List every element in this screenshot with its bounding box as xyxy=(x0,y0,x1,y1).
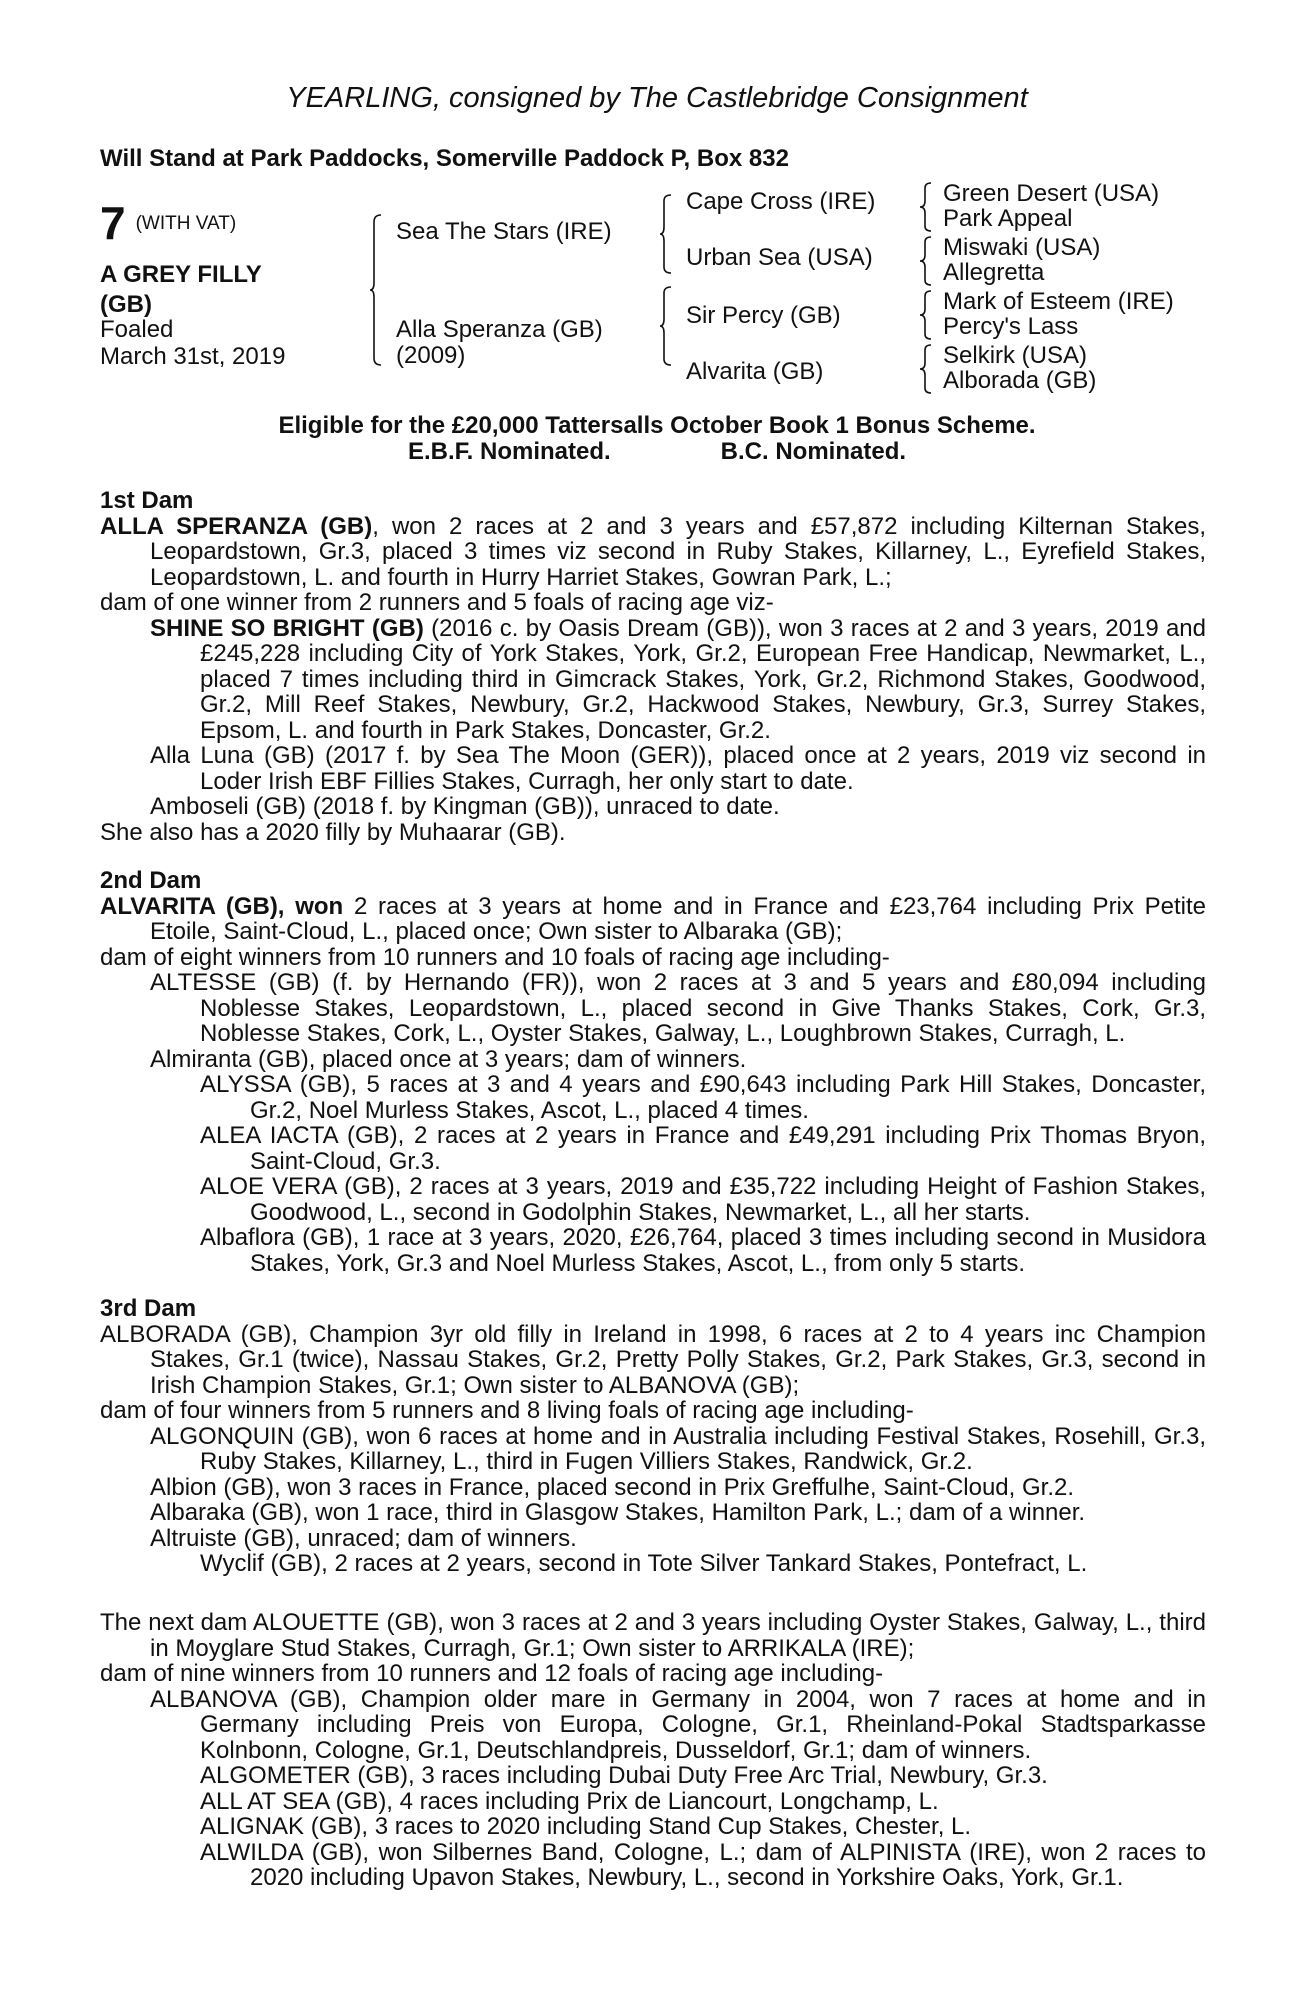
bc-nominated: B.C. Nominated. xyxy=(720,438,907,465)
first-dam-record: ALLA SPERANZA (GB), won 2 races at 2 and 3 years and £57,872 including Kilternan Stakes, Leopardstown, Gr.3, placed 3 times viz second in Ruby Stakes, Killarney, L., Eyrefield Stakes, Leopardstown, L. and fourth in Hurry Harriet Stakes, Gowran Park, L.; xyxy=(100,512,1207,591)
gg3: Miswaki (USA) xyxy=(943,234,1101,261)
gg5: Mark of Esteem (IRE) xyxy=(943,288,1174,315)
alwilda: ALWILDA (GB), won Silbernes Band, Cologne, L.; dam of ALPINISTA (IRE), won 2 races to 2020 including Upavon Stakes, Newbury, L., second in Yorkshire Oaks, York, Gr.1. xyxy=(200,1838,1206,1891)
lot-number: 7 xyxy=(100,197,126,249)
also-foal: She also has a 2020 filly by Muhaarar (GB). xyxy=(100,818,566,846)
stand-location: Will Stand at Park Paddocks, Somerville Paddock P, Box 832 xyxy=(100,145,789,172)
foaled-date: March 31st, 2019 xyxy=(100,343,286,370)
next-dam-section xyxy=(100,1610,1206,1891)
nominations xyxy=(0,438,1314,466)
albanova: ALBANOVA (GB), Champion older mare in Germany in 2004, won 7 races at home and in Germany including Preis von Europa, Cologne, Gr.1, Rheinland-Pokal Stadtsparkasse Kolnbonn, Cologne, Gr.1, Deutschlandpreis, Dusseldorf, Gr.1; dam of winners. xyxy=(150,1685,1206,1764)
first-dam-heading: 1st Dam xyxy=(100,487,194,514)
bracket-g2 xyxy=(920,236,932,286)
alouette: The next dam ALOUETTE (GB), won 3 races at 2 and 3 years including Oyster Stakes, Galway, L., third in Moyglare Stud Stakes, Curragh, Gr.1; Own sister to ARRIKALA (IRE); xyxy=(100,1609,1206,1662)
third-dam-section xyxy=(100,1296,1206,1577)
bonus-scheme: Eligible for the £20,000 Tattersalls October Book 1 Bonus Scheme. xyxy=(278,412,1036,439)
third-dam-heading: 3rd Dam xyxy=(100,1295,197,1322)
sire-dam: Urban Sea (USA) xyxy=(686,244,873,271)
ebf-nominated: E.B.F. Nominated. xyxy=(407,438,611,465)
bracket-g1 xyxy=(920,182,932,232)
gg4: Allegretta xyxy=(943,259,1045,286)
alignak: ALIGNAK (GB), 3 races to 2020 including Stand Cup Stakes, Chester, L. xyxy=(200,1813,972,1840)
albaraka: Albaraka (GB), won 1 race, third in Glasgow Stakes, Hamilton Park, L.; dam of a winner. xyxy=(150,1499,1086,1526)
description-line1: A GREY FILLY xyxy=(100,261,262,288)
gg1: Green Desert (USA) xyxy=(943,180,1160,207)
algonquin: ALGONQUIN (GB), won 6 races at home and in Australia including Festival Stakes, Rosehill, Gr.3, Ruby Stakes, Killarney, L., third in Fugen Villiers Stakes, Randwick, Gr.2. xyxy=(150,1422,1206,1475)
sire-sire: Cape Cross (IRE) xyxy=(686,188,876,215)
amboseli: Amboseli (GB) (2018 f. by Kingman (GB)), unraced to date. xyxy=(150,793,780,820)
algometer: ALGOMETER (GB), 3 races including Dubai Duty Free Arc Trial, Newbury, Gr.3. xyxy=(200,1762,1048,1789)
gg7: Selkirk (USA) xyxy=(943,342,1088,369)
alea-iacta: ALEA IACTA (GB), 2 races at 2 years in France and £49,291 including Prix Thomas Bryon, Saint-Cloud, Gr.3. xyxy=(200,1122,1206,1175)
alyssa: ALYSSA (GB), 5 races at 3 and 4 years and £90,643 including Park Hill Stakes, Doncaster, Gr.2, Noel Murless Stakes, Ascot, L., placed 4 times. xyxy=(200,1071,1206,1124)
wyclif: Wyclif (GB), 2 races at 2 years, second in Tote Silver Tankard Stakes, Pontefract, L. xyxy=(200,1550,1088,1577)
sire-bracket xyxy=(660,194,672,274)
pedigree-bracket-main xyxy=(370,214,382,366)
almiranta: Almiranta (GB), placed once at 3 years; dam of winners. xyxy=(150,1045,747,1073)
sire: Sea The Stars (IRE) xyxy=(396,218,612,245)
second-dam-heading: 2nd Dam xyxy=(100,867,202,894)
alborada: ALBORADA (GB), Champion 3yr old filly in Ireland in 1998, 6 races at 2 to 4 years inc Champion Stakes, Gr.1 (twice), Nassau Stakes, Gr.2, Pretty Polly Stakes, Gr.2, Park Stakes, Gr.3, second in Irish Champion Stakes, Gr.1; Own sister to ALBANOVA (GB); xyxy=(100,1320,1206,1399)
third-dam-produce: dam of four winners from 5 runners and 8 living foals of racing age including- xyxy=(100,1397,914,1424)
albion: Albion (GB), won 3 races in France, placed second in Prix Greffulhe, Saint-Cloud, Gr.2. xyxy=(150,1473,1074,1501)
gg8: Alborada (GB) xyxy=(943,367,1097,394)
altruiste: Altruiste (GB), unraced; dam of winners. xyxy=(150,1524,577,1552)
foaled-info xyxy=(100,316,285,370)
first-dam-produce: dam of one winner from 2 runners and 5 foals of racing age viz- xyxy=(100,589,774,616)
first-dam-name: ALLA SPERANZA (GB) xyxy=(100,512,373,540)
all-at-sea: ALL AT SEA (GB), 4 races including Prix de Liancourt, Longchamp, L. xyxy=(200,1787,939,1815)
second-dam-section xyxy=(100,868,1206,1276)
second-dam-text: 2 races at 3 years at home and in France and £23,764 including Prix Petite Etoile, Saint-Cloud, L., placed once; Own sister to Albaraka (GB); xyxy=(150,892,1206,945)
dam-dam: Alvarita (GB) xyxy=(686,358,824,385)
albaflora: Albaflora (GB), 1 race at 3 years, 2020, £26,764, placed 3 times including second in Musidora Stakes, York, Gr.3 and Noel Murless Stakes, Ascot, L., from only 5 starts. xyxy=(200,1224,1206,1277)
dam-sire: Sir Percy (GB) xyxy=(686,302,841,329)
bracket-g3 xyxy=(920,290,932,340)
shine-text: (2016 c. by Oasis Dream (GB)), won 3 races at 2 and 3 years, 2019 and £245,228 including City of York Stakes, York, Gr.2, European Free Handicap, Newmarket, L., placed 7 times including third in Gimcrack Stakes, York, Gr.2, Richmond Stakes, Goodwood, Gr.2, Mill Reef Stakes, Newbury, Gr.2, Hackwood Stakes, Newbury, Gr.3, Surrey Stakes, Epsom, L. and fourth in Park Stakes, Doncaster, Gr.2. xyxy=(200,614,1206,744)
second-dam-produce: dam of eight winners from 10 runners and 10 foals of racing age including- xyxy=(100,943,890,971)
gg6: Percy's Lass xyxy=(943,313,1079,340)
lot-description xyxy=(100,260,330,320)
dam: Alla Speranza (GB) xyxy=(396,316,603,343)
alla-luna: Alla Luna (GB) (2017 f. by Sea The Moon (GER)), placed once at 2 years, 2019 viz second in Loder Irish EBF Fillies Stakes, Curragh, her only start to date. xyxy=(150,742,1206,795)
description-line2: (GB) xyxy=(100,291,152,318)
dam-year: (2009) xyxy=(396,342,466,369)
page-title: YEARLING, consigned by The Castlebridge Consignment xyxy=(286,82,1028,114)
altesse: ALTESSE (GB) (f. by Hernando (FR)), won 2 races at 3 and 5 years and £80,094 including Noblesse Stakes, Leopardstown, L., placed second in Give Thanks Stakes, Cork, Gr.3, Noblesse Stakes, Cork, L., Oyster Stakes, Galway, L., Loughbrown Stakes, Curragh, L. xyxy=(150,969,1206,1047)
lot-header xyxy=(100,196,236,250)
next-dam-produce: dam of nine winners from 10 runners and 12 foals of racing age including- xyxy=(100,1660,884,1687)
second-dam-record xyxy=(100,894,1206,945)
bracket-g4 xyxy=(920,344,932,394)
dam-bracket xyxy=(660,286,672,366)
aloe-vera: ALOE VERA (GB), 2 races at 3 years, 2019 and £35,722 including Height of Fashion Stakes, Goodwood, L., second in Godolphin Stakes, Newmarket, L., all her starts. xyxy=(200,1173,1206,1226)
pedigree-block xyxy=(0,180,1314,403)
vat-note: (WITH VAT) xyxy=(135,213,237,234)
first-dam-section xyxy=(100,488,1206,845)
shine-name: SHINE SO BRIGHT (GB) xyxy=(150,614,424,642)
gg2: Park Appeal xyxy=(943,205,1073,232)
shine-so-bright xyxy=(100,616,1206,744)
foaled-label: Foaled xyxy=(100,316,174,343)
first-dam-text: won 2 races at 2 and 3 years and £57,872 including Kilternan Stakes, Leopardstown, Gr.3, placed 3 times viz second in Ruby Stakes, Killarney, L., Eyrefield Stakes, Leopardstown, L. and fourth in Hurry Harriet Stakes, Gowran Park, L.; xyxy=(150,512,1207,591)
second-dam-name: ALVARITA (GB), won xyxy=(100,892,344,920)
